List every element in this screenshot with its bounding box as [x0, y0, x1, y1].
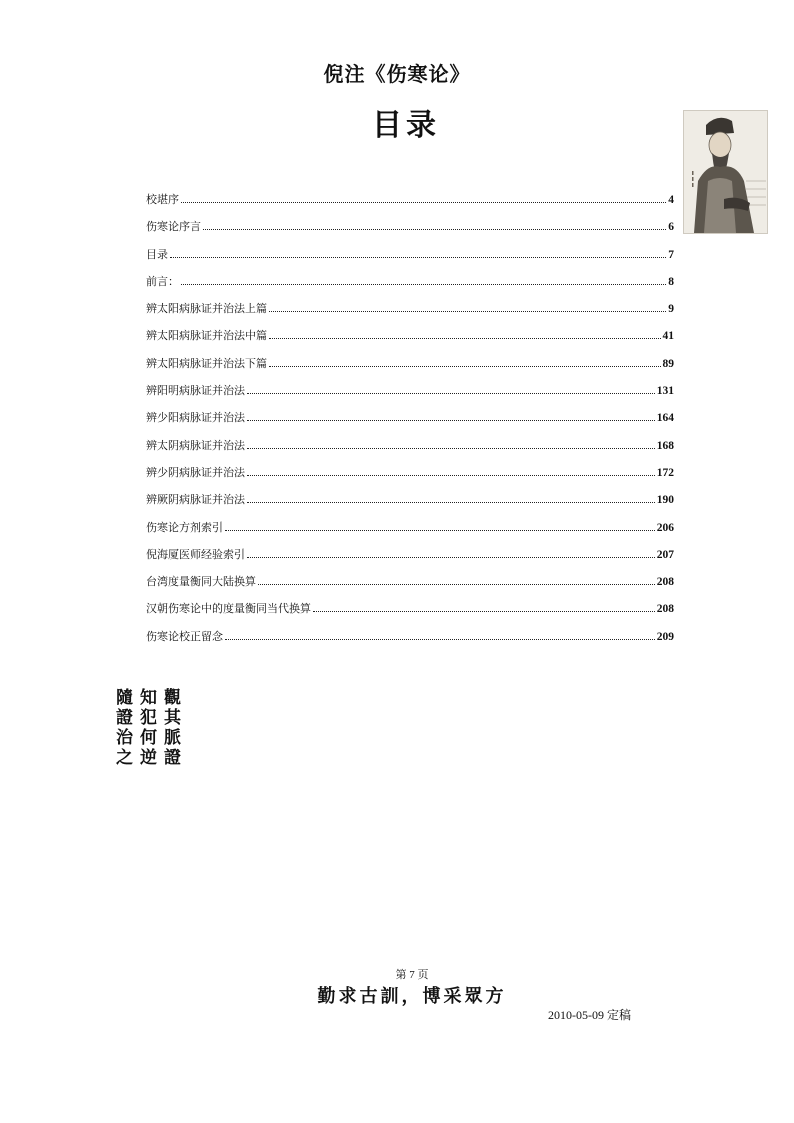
- toc-entry-page: 209: [656, 630, 674, 643]
- toc-entry-page: 206: [656, 521, 674, 534]
- toc-entry-label: 辨阳明病脉证并治法: [146, 384, 245, 398]
- toc-entry[interactable]: [146, 572, 674, 599]
- toc-entry-label: 汉朝伤寒论中的度量衡同当代换算: [146, 602, 311, 616]
- toc-entry[interactable]: [146, 326, 674, 353]
- toc-entry-label: 倪海厦医师经验索引: [146, 547, 245, 561]
- toc-entry[interactable]: [146, 245, 674, 272]
- dot-leader: [247, 392, 655, 394]
- toc-entry-page: 190: [656, 494, 674, 507]
- dot-leader: [269, 337, 661, 339]
- toc-entry-label: 辨太阳病脉证并治法中篇: [146, 329, 267, 343]
- dot-leader: [181, 283, 666, 285]
- toc-entry[interactable]: [146, 408, 674, 435]
- toc-entry[interactable]: [146, 381, 674, 408]
- dot-leader: [313, 610, 655, 612]
- toc-entry[interactable]: [146, 299, 674, 326]
- toc-entry-label: 辨少阳病脉证并治法: [146, 411, 245, 425]
- toc-entry-page: 7: [668, 248, 674, 261]
- toc-entry[interactable]: [146, 627, 674, 654]
- toc-entry-page: 168: [656, 439, 674, 452]
- motto-phrase: 觀其脈證: [160, 688, 180, 768]
- toc-entry[interactable]: [146, 599, 674, 626]
- toc-entry[interactable]: [146, 217, 674, 244]
- dot-leader: [247, 501, 655, 503]
- toc-entry-page: 89: [662, 357, 674, 370]
- toc-entry-label: 台湾度量衡同大陆换算: [146, 575, 256, 589]
- toc-entry-label: 校堪序: [146, 193, 179, 206]
- document-title: 倪注《伤寒论》: [323, 62, 471, 86]
- dot-leader: [258, 583, 655, 585]
- toc-entry-label: 伤寒论方剂索引: [146, 520, 223, 534]
- toc-entry[interactable]: [146, 490, 674, 517]
- dot-leader: [247, 447, 655, 449]
- footer-motto: 勤求古訓，博采眾方: [317, 986, 507, 1007]
- dot-leader: [269, 310, 666, 312]
- toc-entry-page: 207: [656, 548, 674, 561]
- toc-entry-label: 辨太阳病脉证并治法上篇: [146, 302, 267, 316]
- toc-entry-label: 辨太阴病脉证并治法: [146, 438, 245, 452]
- toc-entry-page: 164: [656, 412, 674, 425]
- toc-entry[interactable]: [146, 190, 674, 217]
- toc-entry-page: 208: [656, 603, 674, 616]
- dot-leader: [269, 365, 661, 367]
- dot-leader: [225, 529, 655, 531]
- toc-entry[interactable]: [146, 545, 674, 572]
- dot-leader: [247, 556, 655, 558]
- draft-date: 2010-05-09 定稿: [548, 1008, 631, 1022]
- dot-leader: [203, 228, 666, 230]
- toc-entry-page: 6: [668, 221, 674, 234]
- dot-leader: [247, 419, 655, 421]
- toc-entry[interactable]: [146, 518, 674, 545]
- toc-entry[interactable]: [146, 354, 674, 381]
- toc-entry-label: 辨厥阴病脉证并治法: [146, 493, 245, 507]
- toc-entry-label: 前言：: [146, 274, 179, 288]
- dot-leader: [170, 256, 666, 258]
- toc-entry-page: 131: [656, 385, 674, 398]
- toc-entry[interactable]: [146, 436, 674, 463]
- scholar-portrait-icon: [683, 110, 768, 234]
- table-of-contents: [146, 190, 674, 654]
- toc-entry-label: 伤寒论序言: [146, 220, 201, 234]
- toc-entry-page: 4: [668, 194, 674, 206]
- motto-phrase: 知犯何逆: [136, 688, 156, 768]
- toc-entry-label: 辨少阴病脉证并治法: [146, 465, 245, 479]
- toc-entry-page: 172: [656, 466, 674, 479]
- dot-leader: [225, 638, 655, 640]
- vertical-motto: [110, 688, 182, 768]
- toc-heading: 目录: [372, 108, 440, 143]
- motto-phrase: 隨證治之: [112, 688, 132, 768]
- toc-entry-label: 伤寒论校正留念: [146, 629, 223, 643]
- toc-entry-page: 9: [668, 303, 674, 316]
- page-number: 第 7 页: [395, 969, 429, 981]
- toc-entry-page: 41: [662, 330, 674, 343]
- toc-entry-page: 8: [668, 275, 674, 288]
- toc-entry-label: 辨太阳病脉证并治法下篇: [146, 356, 267, 370]
- toc-entry[interactable]: [146, 463, 674, 490]
- dot-leader: [181, 201, 666, 203]
- toc-entry[interactable]: [146, 272, 674, 299]
- toc-entry-page: 208: [656, 576, 674, 589]
- toc-entry-label: 目录: [146, 247, 168, 261]
- dot-leader: [247, 474, 655, 476]
